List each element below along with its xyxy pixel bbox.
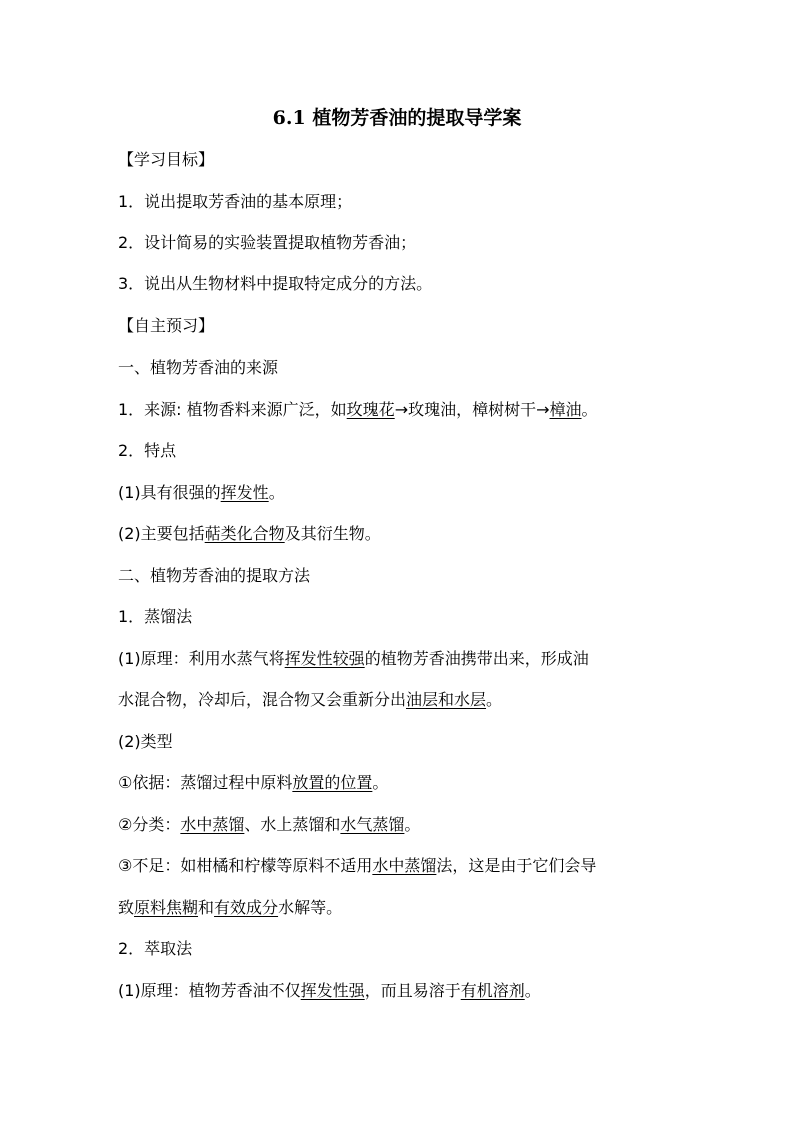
feature-line-1 <box>118 480 285 506</box>
objectives-header: 【学习目标】 <box>118 150 215 169</box>
feature-heading: 2．特点 <box>118 441 177 460</box>
principle-text: 。 <box>486 690 503 709</box>
source-text: →玫瑰油，樟树树干→ <box>394 400 550 419</box>
section-heading-method: 二、植物芳香油的提取方法 <box>118 566 311 585</box>
types-heading: (2)类型 <box>118 732 173 751</box>
principle-line-cont <box>118 687 502 713</box>
answer-blank: 放置的位置 <box>292 773 373 792</box>
feature-text: 。 <box>268 483 285 502</box>
answer-blank: 水气蒸馏 <box>340 815 405 834</box>
source-line <box>118 397 598 423</box>
answer-blank: 挥发性较强 <box>284 649 365 668</box>
classification-text: 、水上蒸馏和 <box>244 815 341 834</box>
feature-text: 及其衍生物。 <box>284 524 381 543</box>
source-text: 。 <box>581 400 598 419</box>
page-title: 6.1 植物芳香油的提取导学案 <box>272 107 522 129</box>
shortcoming-text: 水解等。 <box>278 898 343 917</box>
source-text: 1．来源: 植物香料来源广泛，如 <box>118 400 347 419</box>
answer-blank: 萜类化合物 <box>204 524 285 543</box>
shortcoming-text: 和 <box>198 898 215 917</box>
answer-blank: 水中蒸馏 <box>180 815 245 834</box>
objective-item-1: 1．说出提取芳香油的基本原理； <box>118 192 353 211</box>
principle-text: (1)原理：利用水蒸气将 <box>118 649 285 668</box>
answer-blank: 油层和水层 <box>406 690 487 709</box>
shortcoming-text: 法，这是由于它们会导 <box>436 856 597 875</box>
answer-blank: 樟油 <box>549 400 582 419</box>
section-heading-source: 一、植物芳香油的来源 <box>118 358 279 377</box>
shortcoming-text: 致 <box>118 898 135 917</box>
shortcoming-text: ③不足：如柑橘和柠檬等原料不适用 <box>118 856 373 875</box>
classification-text: ②分类： <box>118 815 181 834</box>
classification-text: 。 <box>404 815 421 834</box>
answer-blank: 水中蒸馏 <box>372 856 437 875</box>
feature-text: (2)主要包括 <box>118 524 205 543</box>
answer-blank: 挥发性 <box>220 483 269 502</box>
basis-line <box>118 770 388 796</box>
answer-blank: 原料焦糊 <box>134 898 199 917</box>
extract-principle-line <box>118 978 541 1004</box>
extract-text: ，而且易溶于 <box>364 981 461 1000</box>
extract-heading: 2．萃取法 <box>118 939 193 958</box>
distill-heading: 1．蒸馏法 <box>118 607 193 626</box>
principle-text: 的植物芳香油携带出来，形成油 <box>364 649 589 668</box>
objective-item-3: 3．说出从生物材料中提取特定成分的方法。 <box>118 274 433 293</box>
feature-line-2 <box>118 521 381 547</box>
principle-line <box>118 646 589 672</box>
feature-text: (1)具有很强的 <box>118 483 221 502</box>
answer-blank: 有效成分 <box>214 898 279 917</box>
objective-item-2: 2．设计简易的实验装置提取植物芳香油； <box>118 233 417 252</box>
extract-text: 。 <box>524 981 541 1000</box>
basis-text: ①依据：蒸馏过程中原料 <box>118 773 293 792</box>
extract-text: (1)原理：植物芳香油不仅 <box>118 981 301 1000</box>
answer-blank: 玫瑰花 <box>346 400 395 419</box>
preview-header: 【自主预习】 <box>118 316 215 335</box>
answer-blank: 挥发性强 <box>300 981 365 1000</box>
basis-text: 。 <box>372 773 389 792</box>
shortcoming-line <box>118 853 596 879</box>
answer-blank: 有机溶剂 <box>460 981 525 1000</box>
shortcoming-line-cont <box>118 895 342 921</box>
principle-text: 水混合物，冷却后，混合物又会重新分出 <box>118 690 407 709</box>
classification-line <box>118 812 420 838</box>
